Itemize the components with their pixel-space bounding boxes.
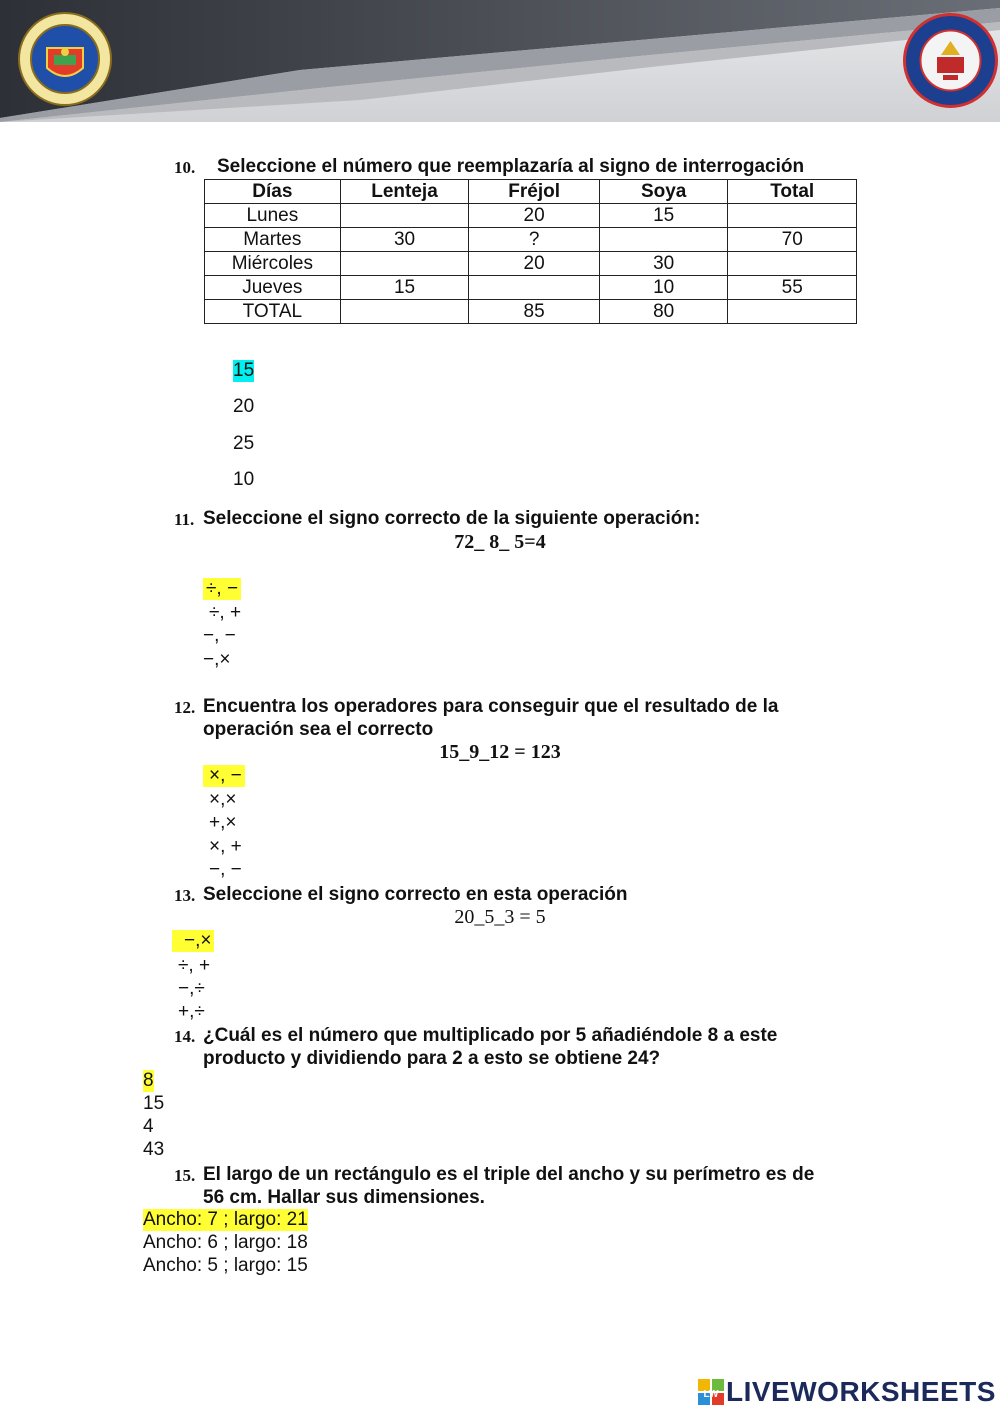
- table-cell: 20: [469, 252, 600, 276]
- university-seal-logo: [18, 12, 112, 106]
- q11-option[interactable]: ÷, +: [209, 602, 242, 623]
- table-cell: 20: [469, 204, 600, 228]
- table-header-row: [205, 180, 857, 204]
- question-15-text-line-1: El largo de un rectángulo es el triple del ancho y su perímetro es de: [203, 1164, 815, 1185]
- brand-mark: LW: [703, 1389, 719, 1400]
- table-header-cell: Días: [205, 180, 341, 204]
- table-cell: 85: [469, 300, 600, 324]
- table-cell: [340, 204, 469, 228]
- q11-option[interactable]: ÷, −: [203, 578, 241, 600]
- table-row: [205, 252, 857, 276]
- table-cell: Martes: [205, 228, 341, 252]
- table-cell: 15: [599, 204, 728, 228]
- header-banner: [0, 0, 1000, 122]
- question-10-text: Seleccione el número que reemplazaría al signo de interrogación: [217, 156, 805, 177]
- table-row: [205, 204, 857, 228]
- question-12-text-line-2: operación sea el correcto: [203, 719, 434, 740]
- q12-option[interactable]: ×, −: [203, 765, 245, 787]
- liveworksheets-logo-icon: [698, 1379, 724, 1405]
- q13-option[interactable]: ÷, +: [178, 955, 211, 976]
- table-header-cell: Soya: [599, 180, 728, 204]
- table-cell: 70: [728, 228, 857, 252]
- table-cell: Jueves: [205, 276, 341, 300]
- table-cell: [469, 276, 600, 300]
- table-cell: [340, 252, 469, 276]
- q15-option[interactable]: Ancho: 6 ; largo: 18: [143, 1232, 308, 1253]
- q13-option[interactable]: +,÷: [178, 1001, 205, 1022]
- table-cell: 30: [599, 252, 728, 276]
- table-cell: 80: [599, 300, 728, 324]
- q12-equation: 15_9_12 = 123: [439, 741, 561, 763]
- question-14-text-line-2: producto y dividiendo para 2 a esto se obtiene 24?: [203, 1048, 661, 1069]
- table-cell: 15: [340, 276, 469, 300]
- q14-option[interactable]: 8: [143, 1070, 154, 1091]
- q14-option[interactable]: 15: [143, 1093, 165, 1114]
- table-cell: Miércoles: [205, 252, 341, 276]
- question-14-number: 14.: [174, 1027, 196, 1046]
- question-10-number: 10.: [174, 158, 196, 177]
- table-cell: [599, 228, 728, 252]
- q13-option[interactable]: −,×: [172, 930, 214, 952]
- q15-option[interactable]: Ancho: 5 ; largo: 15: [143, 1255, 308, 1276]
- table-row: [205, 276, 857, 300]
- table-row: [205, 228, 857, 252]
- table-cell: [340, 300, 469, 324]
- q13-equation: 20_5_3 = 5: [454, 906, 546, 928]
- table-cell: TOTAL: [205, 300, 341, 324]
- liveworksheets-brand-text: LIVEWORKSHEETS: [726, 1376, 996, 1407]
- question-11-text: Seleccione el signo correcto de la siguiente operación:: [203, 508, 701, 529]
- question-12-number: 12.: [174, 698, 196, 717]
- table-row: [205, 300, 857, 324]
- table-cell: ?: [469, 228, 600, 252]
- q10-option[interactable]: 20: [233, 396, 255, 417]
- question-11-number: 11.: [174, 510, 195, 529]
- table-cell: 10: [599, 276, 728, 300]
- banner-graphic: [0, 0, 1000, 122]
- question-14-text-line-1: ¿Cuál es el número que multiplicado por 5 añadiéndole 8 a este: [203, 1025, 778, 1046]
- q11-option[interactable]: −,×: [203, 649, 231, 670]
- q12-option[interactable]: +,×: [209, 812, 237, 833]
- q12-option[interactable]: ×, +: [209, 836, 242, 857]
- q12-option[interactable]: ×,×: [209, 789, 237, 810]
- q12-option[interactable]: −, −: [209, 859, 242, 880]
- question-15-text-line-2: 56 cm. Hallar sus dimensiones.: [203, 1187, 485, 1208]
- question-13-text: Seleccione el signo correcto en esta operación: [203, 884, 628, 905]
- q13-option[interactable]: −,÷: [178, 978, 205, 999]
- q15-option[interactable]: Ancho: 7 ; largo: 21: [143, 1209, 308, 1230]
- table-cell: 55: [728, 276, 857, 300]
- table-header-cell: Total: [728, 180, 857, 204]
- faculty-seal-logo: [903, 13, 998, 108]
- q11-equation: 72_ 8_ 5=4: [454, 531, 546, 553]
- question-15-number: 15.: [174, 1166, 196, 1185]
- q14-option[interactable]: 43: [143, 1139, 165, 1160]
- question-13-number: 13.: [174, 886, 196, 905]
- q10-table: [204, 179, 857, 324]
- q10-option[interactable]: 10: [233, 469, 255, 490]
- table-header-cell: Lenteja: [340, 180, 469, 204]
- table-cell: [728, 300, 857, 324]
- q11-option[interactable]: −, −: [203, 625, 236, 646]
- table-cell: 30: [340, 228, 469, 252]
- q10-option[interactable]: 15: [233, 360, 255, 381]
- table-cell: [728, 252, 857, 276]
- question-12-text-line-1: Encuentra los operadores para conseguir que el resultado de la: [203, 696, 779, 717]
- table-cell: [728, 204, 857, 228]
- table-cell: Lunes: [205, 204, 341, 228]
- q10-option[interactable]: 25: [233, 433, 255, 454]
- table-header-cell: Fréjol: [469, 180, 600, 204]
- q14-option[interactable]: 4: [143, 1116, 154, 1137]
